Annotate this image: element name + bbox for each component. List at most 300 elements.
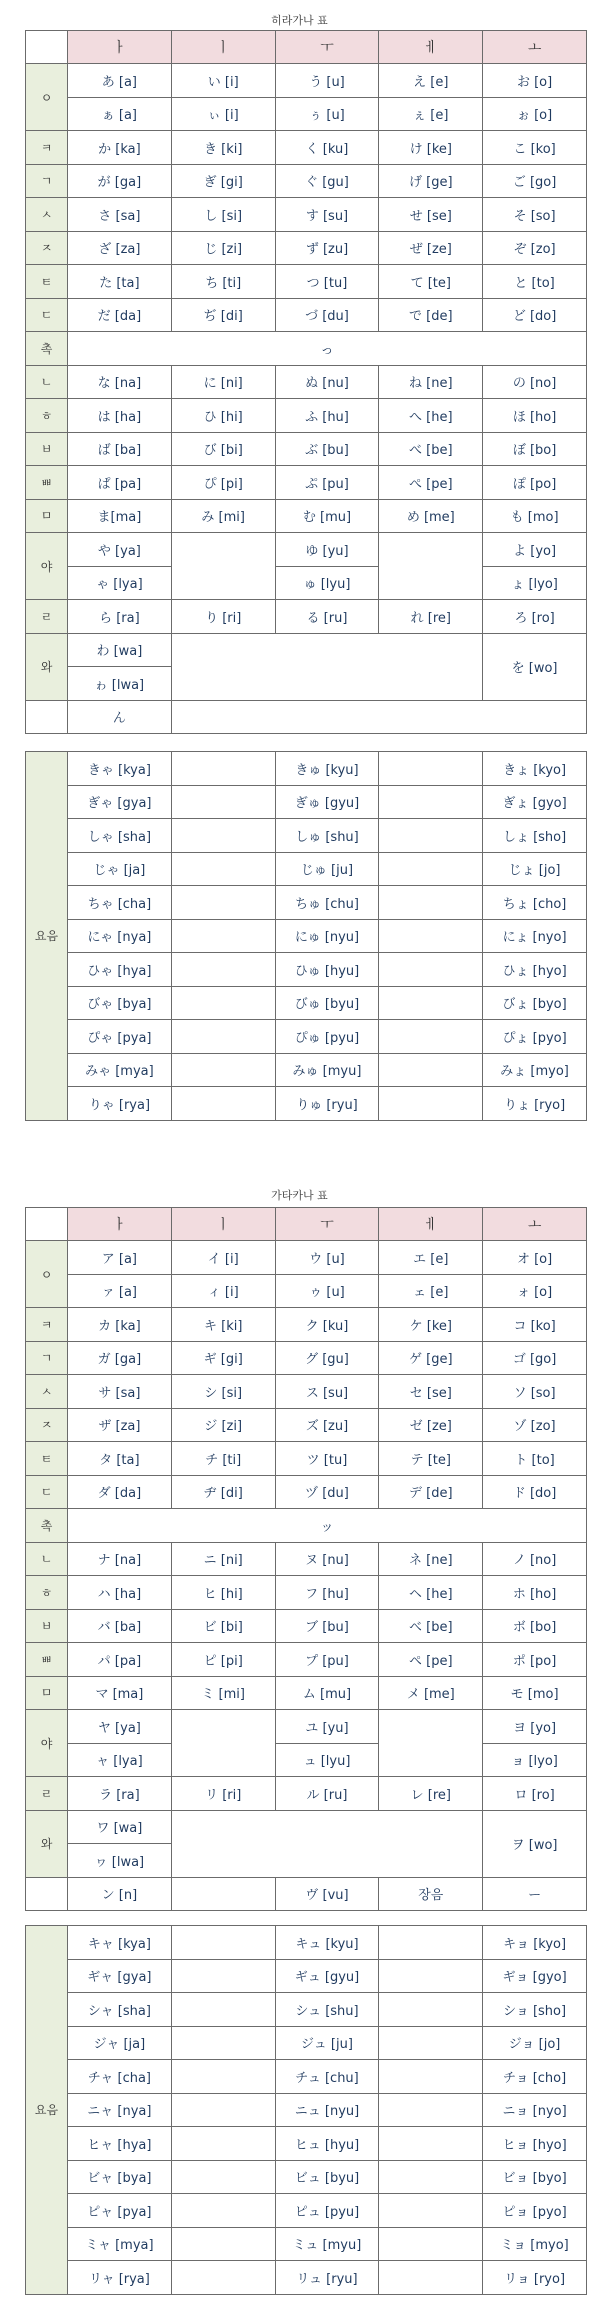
kana-cell: ぺ [pe] [379, 466, 483, 500]
kana-cell: ギ [gi] [171, 1341, 275, 1375]
row-header [26, 1877, 68, 1911]
table-row [26, 1475, 587, 1509]
table-row [26, 1993, 587, 2027]
kana-cell: ぁ [a] [68, 97, 172, 131]
table-row [26, 1743, 587, 1777]
row-header: ㅎ [26, 399, 68, 433]
kana-cell: ざ [za] [68, 231, 172, 265]
empty-cell [379, 1020, 483, 1054]
empty-cell [171, 752, 275, 786]
kana-cell: ゴ [go] [483, 1341, 587, 1375]
empty-cell [379, 1959, 483, 1993]
kana-cell: じゅ [ju] [275, 852, 379, 886]
empty-cell [171, 700, 586, 734]
kana-cell: を [wo] [483, 633, 587, 700]
kana-cell: ョ [lyo] [483, 1743, 587, 1777]
kana-cell: ぎゃ [gya] [68, 785, 172, 819]
empty-cell [379, 2026, 483, 2060]
table-row [26, 1710, 587, 1744]
row-header: 촉 [26, 1509, 68, 1543]
kana-cell: ぷ [pu] [275, 466, 379, 500]
table-row [26, 1408, 587, 1442]
empty-cell [171, 2261, 275, 2295]
kana-cell: キ [ki] [171, 1308, 275, 1342]
kana-cell: え [e] [379, 64, 483, 98]
table-row [26, 600, 587, 634]
row-header: ㅌ [26, 265, 68, 299]
kana-cell: ぴょ [pyo] [483, 1020, 587, 1054]
table-row [26, 164, 587, 198]
kana-cell: りゃ [rya] [68, 1087, 172, 1121]
kana-cell: お [o] [483, 64, 587, 98]
kana-cell: エ [e] [379, 1241, 483, 1275]
row-header: ㅎ [26, 1576, 68, 1610]
table-row [26, 2194, 587, 2228]
empty-cell [171, 1810, 482, 1877]
col-header-i: ㅣ [171, 1208, 275, 1241]
kana-cell: ヨ [yo] [483, 1710, 587, 1744]
kana-cell: ジャ [ja] [68, 2026, 172, 2060]
kana-cell: にょ [nyo] [483, 919, 587, 953]
kana-cell: く [ku] [275, 131, 379, 165]
kana-cell: キュ [kyu] [275, 1926, 379, 1960]
kana-cell: ッ [68, 1509, 587, 1543]
row-header: ㅋ [26, 131, 68, 165]
kana-cell: ズ [zu] [275, 1408, 379, 1442]
row-header: ㅈ [26, 231, 68, 265]
kana-cell: び [bi] [171, 432, 275, 466]
empty-cell [379, 819, 483, 853]
kana-cell: ひゅ [hyu] [275, 953, 379, 987]
kana-cell: ヘ [he] [379, 1576, 483, 1610]
row-header: 와 [26, 633, 68, 700]
kana-cell: ら [ra] [68, 600, 172, 634]
kana-cell: ゅ [lyu] [275, 566, 379, 600]
empty-cell [171, 886, 275, 920]
empty-cell [171, 1959, 275, 1993]
table-row [26, 1087, 587, 1121]
kana-cell: ジュ [ju] [275, 2026, 379, 2060]
kana-cell: ミャ [mya] [68, 2227, 172, 2261]
kana-cell: づ [du] [275, 298, 379, 332]
empty-cell [171, 785, 275, 819]
row-header: 야 [26, 1710, 68, 1777]
kana-cell: リ [ri] [171, 1777, 275, 1811]
table-row [26, 852, 587, 886]
empty-cell [379, 2093, 483, 2127]
table-row [26, 2227, 587, 2261]
kana-cell: ヂ [di] [171, 1475, 275, 1509]
kana-cell: ショ [sho] [483, 1993, 587, 2027]
kana-cell: ぶ [bu] [275, 432, 379, 466]
kana-cell: ダ [da] [68, 1475, 172, 1509]
kana-cell: しゃ [sha] [68, 819, 172, 853]
kana-cell: オ [o] [483, 1241, 587, 1275]
empty-cell [379, 852, 483, 886]
kana-cell: ゥ [u] [275, 1274, 379, 1308]
table-row [26, 399, 587, 433]
col-header-u: ㅜ [275, 31, 379, 64]
kana-cell: ペ [pe] [379, 1643, 483, 1677]
kana-cell: グ [gu] [275, 1341, 379, 1375]
table-row [26, 64, 587, 98]
kana-cell: チ [ti] [171, 1442, 275, 1476]
kana-cell: ゎ [lwa] [68, 667, 172, 701]
kana-cell: ソ [so] [483, 1375, 587, 1409]
table-row [26, 2093, 587, 2127]
hiragana-title: 히라가나 표 [271, 14, 328, 27]
table-row [26, 1959, 587, 1993]
kana-cell: プ [pu] [275, 1643, 379, 1677]
table-row [26, 986, 587, 1020]
table-row [26, 1542, 587, 1576]
kana-cell: ギュ [gyu] [275, 1959, 379, 1993]
kana-cell: ぬ [nu] [275, 365, 379, 399]
empty-cell [379, 1710, 483, 1777]
empty-cell [379, 2160, 483, 2194]
kana-cell: う [u] [275, 64, 379, 98]
table-row [26, 365, 587, 399]
kana-cell: ビョ [byo] [483, 2160, 587, 2194]
kana-cell: ハ [ha] [68, 1576, 172, 1610]
kana-cell: ゃ [lya] [68, 566, 172, 600]
kana-cell: な [na] [68, 365, 172, 399]
table-row [26, 131, 587, 165]
row-header: ㄹ [26, 600, 68, 634]
table-row [26, 1509, 587, 1543]
empty-cell [171, 533, 275, 600]
kana-cell: べ [be] [379, 432, 483, 466]
table-row [26, 700, 587, 734]
corner-cell [26, 1208, 68, 1241]
table-row [26, 332, 587, 366]
kana-cell: サ [sa] [68, 1375, 172, 1409]
kana-cell: き [ki] [171, 131, 275, 165]
kana-cell: ニャ [nya] [68, 2093, 172, 2127]
katakana-title: 가타카나 표 [271, 1189, 328, 1202]
kana-cell: ヌ [nu] [275, 1542, 379, 1576]
row-header: ㅂ [26, 1609, 68, 1643]
kana-cell: ろ [ro] [483, 600, 587, 634]
table-row [26, 1308, 587, 1342]
kana-cell: シュ [shu] [275, 1993, 379, 2027]
kana-cell: メ [me] [379, 1676, 483, 1710]
empty-cell [171, 2160, 275, 2194]
kana-cell: か [ka] [68, 131, 172, 165]
kana-cell: へ [he] [379, 399, 483, 433]
kana-cell: ほ [ho] [483, 399, 587, 433]
kana-cell: ふ [hu] [275, 399, 379, 433]
kana-cell: ジ [zi] [171, 1408, 275, 1442]
kana-cell: ぞ [zo] [483, 231, 587, 265]
row-header: ㄱ [26, 164, 68, 198]
table-row [26, 2060, 587, 2094]
kana-cell: ブ [bu] [275, 1609, 379, 1643]
kana-cell: リュ [ryu] [275, 2261, 379, 2295]
row-header [26, 700, 68, 734]
kana-cell: チャ [cha] [68, 2060, 172, 2094]
empty-cell [171, 1053, 275, 1087]
col-header-a: ㅏ [68, 1208, 172, 1241]
table-row [26, 2261, 587, 2295]
katakana-yoon-table [25, 1925, 587, 2295]
kana-cell: ル [ru] [275, 1777, 379, 1811]
kana-cell: ミュ [myu] [275, 2227, 379, 2261]
empty-cell [379, 953, 483, 987]
empty-cell [171, 2026, 275, 2060]
kana-cell: にゅ [nyu] [275, 919, 379, 953]
kana-cell: ぼ [bo] [483, 432, 587, 466]
kana-cell: ア [a] [68, 1241, 172, 1275]
empty-cell [171, 953, 275, 987]
kana-cell: しゅ [shu] [275, 819, 379, 853]
kana-cell: ム [mu] [275, 1676, 379, 1710]
kana-cell: にゃ [nya] [68, 919, 172, 953]
table-row [26, 198, 587, 232]
table-row [26, 752, 587, 786]
kana-cell: ぃ [i] [171, 97, 275, 131]
table-row [26, 1053, 587, 1087]
row-header: ㅇ [26, 1241, 68, 1308]
kana-cell: ぴ [pi] [171, 466, 275, 500]
kana-cell: ォ [o] [483, 1274, 587, 1308]
kana-cell: ぉ [o] [483, 97, 587, 131]
empty-cell [171, 2227, 275, 2261]
row-header: ㅌ [26, 1442, 68, 1476]
kana-cell: ヮ [lwa] [68, 1844, 172, 1878]
kana-cell: ト [to] [483, 1442, 587, 1476]
kana-cell: ず [zu] [275, 231, 379, 265]
table-row [26, 919, 587, 953]
kana-cell: さ [sa] [68, 198, 172, 232]
row-header: 요음 [26, 752, 68, 1121]
empty-cell [379, 1053, 483, 1087]
empty-cell [171, 2194, 275, 2228]
col-header-o: ㅗ [483, 31, 587, 64]
kana-cell: ボ [bo] [483, 1609, 587, 1643]
row-header: ㅅ [26, 1375, 68, 1409]
kana-cell: ケ [ke] [379, 1308, 483, 1342]
empty-cell [379, 533, 483, 600]
kana-cell: チョ [cho] [483, 2060, 587, 2094]
kana-cell: り [ri] [171, 600, 275, 634]
empty-cell [171, 1710, 275, 1777]
kana-cell: ウ [u] [275, 1241, 379, 1275]
kana-cell: ひゃ [hya] [68, 953, 172, 987]
kana-cell: りょ [ryo] [483, 1087, 587, 1121]
table-row [26, 819, 587, 853]
col-header-u: ㅜ [275, 1208, 379, 1241]
kana-cell: びょ [byo] [483, 986, 587, 1020]
kana-cell: キャ [kya] [68, 1926, 172, 1960]
kana-cell: ピョ [pyo] [483, 2194, 587, 2228]
table-row [26, 633, 587, 667]
row-header: 요음 [26, 1926, 68, 2295]
kana-cell: い [i] [171, 64, 275, 98]
kana-cell: ゆ [yu] [275, 533, 379, 567]
kana-cell: ナ [na] [68, 1542, 172, 1576]
kana-cell: キョ [kyo] [483, 1926, 587, 1960]
kana-cell: っ [68, 332, 587, 366]
kana-cell: せ [se] [379, 198, 483, 232]
kana-cell: ド [do] [483, 1475, 587, 1509]
kana-cell: ば [ba] [68, 432, 172, 466]
empty-cell [171, 1926, 275, 1960]
row-header: ㅋ [26, 1308, 68, 1342]
hiragana-main-table [25, 30, 587, 734]
empty-cell [171, 1877, 275, 1911]
kana-cell: モ [mo] [483, 1676, 587, 1710]
kana-cell: ジョ [jo] [483, 2026, 587, 2060]
kana-cell: リョ [ryo] [483, 2261, 587, 2295]
kana-cell: に [ni] [171, 365, 275, 399]
row-header: 와 [26, 1810, 68, 1877]
empty-cell [379, 785, 483, 819]
table-row [26, 1341, 587, 1375]
table-row [26, 1810, 587, 1844]
kana-cell: イ [i] [171, 1241, 275, 1275]
table-row [26, 1375, 587, 1409]
kana-cell: チュ [chu] [275, 2060, 379, 2094]
kana-cell: ノ [no] [483, 1542, 587, 1576]
table-row [26, 1241, 587, 1275]
row-header: 촉 [26, 332, 68, 366]
table-row [26, 298, 587, 332]
kana-cell: ビュ [byu] [275, 2160, 379, 2194]
kana-cell: ぜ [ze] [379, 231, 483, 265]
table-row [26, 265, 587, 299]
kana-cell: びゅ [byu] [275, 986, 379, 1020]
kana-cell: カ [ka] [68, 1308, 172, 1342]
table-row [26, 1877, 587, 1911]
kana-cell: ピュ [pyu] [275, 2194, 379, 2228]
row-header: ㅇ [26, 64, 68, 131]
kana-cell: ロ [ro] [483, 1777, 587, 1811]
kana-cell: みゅ [myu] [275, 1053, 379, 1087]
kana-cell: だ [da] [68, 298, 172, 332]
kana-cell: きゃ [kya] [68, 752, 172, 786]
corner-cell [26, 31, 68, 64]
kana-cell: ギョ [gyo] [483, 1959, 587, 1993]
empty-cell [171, 1087, 275, 1121]
kana-cell: ぎ [gi] [171, 164, 275, 198]
row-header: ㅃ [26, 1643, 68, 1677]
kana-cell: ベ [be] [379, 1609, 483, 1643]
kana-cell: ぴゅ [pyu] [275, 1020, 379, 1054]
kana-cell: ご [go] [483, 164, 587, 198]
kana-cell: じ [zi] [171, 231, 275, 265]
kana-cell: フ [hu] [275, 1576, 379, 1610]
kana-cell: じゃ [ja] [68, 852, 172, 886]
kana-cell: や [ya] [68, 533, 172, 567]
kana-cell: た [ta] [68, 265, 172, 299]
kana-cell: ど [do] [483, 298, 587, 332]
header-row [26, 1208, 587, 1241]
kana-cell: バ [ba] [68, 1609, 172, 1643]
kana-cell: デ [de] [379, 1475, 483, 1509]
kana-cell: びゃ [bya] [68, 986, 172, 1020]
empty-cell [379, 2194, 483, 2228]
kana-cell: て [te] [379, 265, 483, 299]
kana-cell: そ [so] [483, 198, 587, 232]
kana-cell: ヒュ [hyu] [275, 2127, 379, 2161]
kana-cell: タ [ta] [68, 1442, 172, 1476]
kana-cell: ミ [mi] [171, 1676, 275, 1710]
header-row [26, 31, 587, 64]
kana-cell: ホ [ho] [483, 1576, 587, 1610]
kana-cell: しょ [sho] [483, 819, 587, 853]
kana-cell: ぇ [e] [379, 97, 483, 131]
kana-cell: ぎょ [gyo] [483, 785, 587, 819]
empty-cell [171, 2060, 275, 2094]
table-row [26, 1609, 587, 1643]
kana-cell: ガ [ga] [68, 1341, 172, 1375]
kana-cell: ぽ [po] [483, 466, 587, 500]
kana-cell: コ [ko] [483, 1308, 587, 1342]
table-row [26, 231, 587, 265]
kana-cell: ニュ [nyu] [275, 2093, 379, 2127]
kana-cell: シ [si] [171, 1375, 275, 1409]
kana-cell: ユ [yu] [275, 1710, 379, 1744]
table-row [26, 1020, 587, 1054]
kana-cell: が [ga] [68, 164, 172, 198]
kana-cell: こ [ko] [483, 131, 587, 165]
kana-cell: マ [ma] [68, 1676, 172, 1710]
empty-cell [379, 1087, 483, 1121]
kana-cell: る [ru] [275, 600, 379, 634]
kana-cell: ャ [lya] [68, 1743, 172, 1777]
table-row [26, 1676, 587, 1710]
kana-cell: ヴ [vu] [275, 1877, 379, 1911]
kana-cell: ワ [wa] [68, 1810, 172, 1844]
kana-cell: ヅ [du] [275, 1475, 379, 1509]
table-row [26, 1926, 587, 1960]
kana-cell: げ [ge] [379, 164, 483, 198]
long-vowel-mark: ー [483, 1877, 587, 1911]
col-header-o: ㅗ [483, 1208, 587, 1241]
kana-cell: ち [ti] [171, 265, 275, 299]
kana-cell: ちゃ [cha] [68, 886, 172, 920]
kana-cell: ゼ [ze] [379, 1408, 483, 1442]
empty-cell [379, 1926, 483, 1960]
col-header-e: ㅔ [379, 1208, 483, 1241]
row-header: ㄴ [26, 365, 68, 399]
kana-cell: ュ [lyu] [275, 1743, 379, 1777]
kana-cell: ス [su] [275, 1375, 379, 1409]
kana-cell: の [no] [483, 365, 587, 399]
empty-cell [171, 633, 482, 700]
kana-cell: つ [tu] [275, 265, 379, 299]
kana-cell: みゃ [mya] [68, 1053, 172, 1087]
empty-cell [379, 886, 483, 920]
kana-cell: 장음 [379, 1877, 483, 1911]
empty-cell [379, 2127, 483, 2161]
empty-cell [171, 1020, 275, 1054]
row-header: ㅁ [26, 1676, 68, 1710]
table-row [26, 466, 587, 500]
row-header: ㄴ [26, 1542, 68, 1576]
empty-cell [379, 2060, 483, 2094]
kana-cell: きゅ [kyu] [275, 752, 379, 786]
table-row [26, 1777, 587, 1811]
kana-cell: ァ [a] [68, 1274, 172, 1308]
kana-cell: ニ [ni] [171, 1542, 275, 1576]
kana-cell: ぎゅ [gyu] [275, 785, 379, 819]
kana-cell: ィ [i] [171, 1274, 275, 1308]
kana-cell: ぱ [pa] [68, 466, 172, 500]
kana-cell: ヒャ [hya] [68, 2127, 172, 2161]
empty-cell [379, 2261, 483, 2295]
